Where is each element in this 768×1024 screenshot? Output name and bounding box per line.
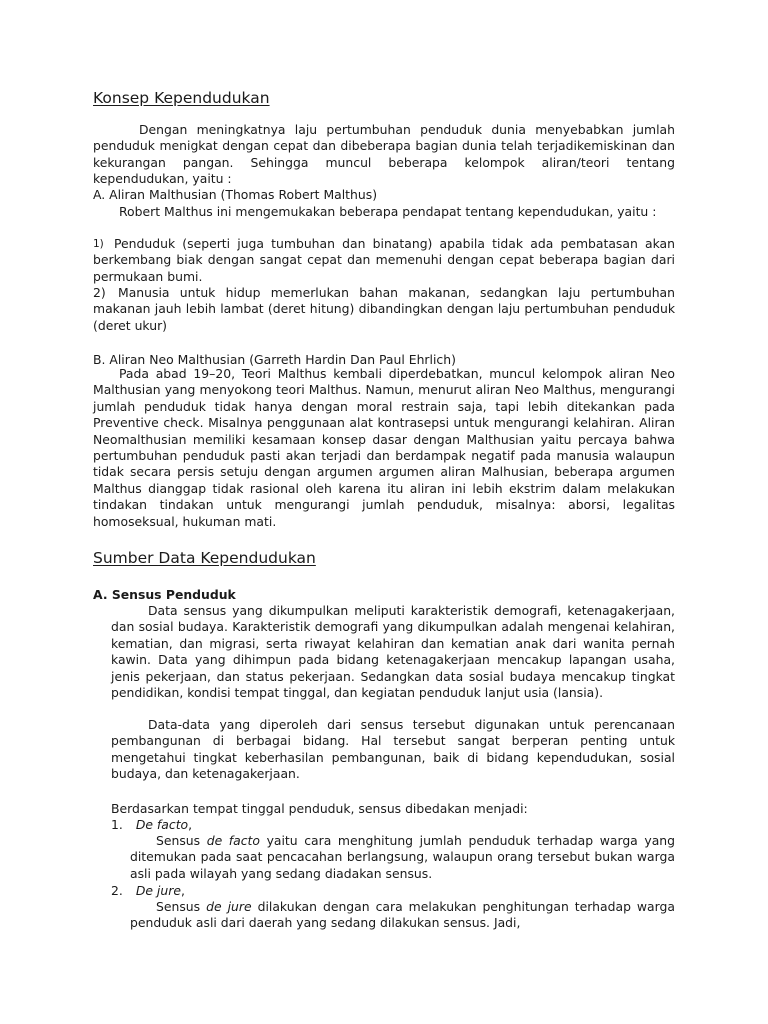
- text-post: dilakukan dengan cara melakukan penghitungan terhadap warga penduduk asli dari daerah yang sedang dilakukan sensus. Jadi,: [130, 899, 675, 931]
- sensus-paragraph-2: Data-data yang diperoleh dari sensus tersebut digunakan untuk perencanaan pembangunan di berbagai bidang. Hal tersebut sangat berperan penting untuk mengetahui tingkat keberhasilan pembangunan, baik di bidang kependudukan, sosial budaya, dan ketenagakerjaan.: [111, 717, 675, 782]
- de-jure-item: [111, 883, 185, 899]
- aliran-neo-malthusian-heading: B. Aliran Neo Malthusian (Garreth Hardin Dan Paul Ehrlich): [93, 352, 456, 367]
- term: de facto: [206, 833, 260, 848]
- neo-malthusian-paragraph: Pada abad 19–20, Teori Malthus kembali diperdebatkan, muncul kelompok aliran Neo Malthusian yang menyokong teori Malthus. Namun, menurut aliran Neo Malthus, mengurangi jumlah penduduk tidak hanya dengan moral restrain saja, tapi lebih ditekankan pada Preventive check. Misalnya penggunaan alat kontrasepsi untuk mengurangi kelahiran. Aliran Neomalthusian memiliki kesamaan konsep dasar dengan Malthusian yaitu percaya bahwa pertumbuhan penduduk pasti akan terjadi dan berdampak negatif pada manusia walaupun tidak secara persis setuju dengan argumen argumen aliran Malhusian, beberapa argumen Malthus dianggap tidak rasional oleh karena itu aliran ini lebih ekstrim dalam melakukan tindakan tindakan untuk mengurangi jumlah penduduk, misalnya: aborsi, legalitas homoseksual, hukuman mati.: [93, 366, 675, 529]
- list-number: 2.: [111, 883, 123, 898]
- sensus-paragraph-1: Data sensus yang dikumpulkan meliputi karakteristik demografi, ketenagakerjaan, dan sosial budaya. Karakteristik demografi yang dikumpulkan adalah mengenai kelahiran, kematian, dan migrasi, serta riwayat kelahiran dan kematian anak dari wanita pernah kawin. Data yang dihimpun pada bidang ketenagakerjaan mencakup lapangan usaha, jenis pekerjaan, dan status pekerjaan. Sedangkan data sosial budaya mencakup tingkat pendidikan, kondisi tempat tinggal, dan kegiatan penduduk lanjut usia (lansia).: [111, 603, 675, 701]
- term: de jure: [206, 899, 252, 914]
- sensus-types-intro: Berdasarkan tempat tinggal penduduk, sensus dibedakan menjadi:: [111, 801, 528, 816]
- section-title-konsep-kependudukan: Konsep Kependudukan: [93, 89, 270, 107]
- point-number: 2): [93, 285, 106, 300]
- de-facto-description: [130, 833, 675, 882]
- malthus-lead: Robert Malthus ini mengemukakan beberapa pendapat tentang kependudukan, yaitu :: [119, 204, 657, 219]
- sensus-penduduk-heading: A. Sensus Penduduk: [93, 587, 236, 602]
- point-number: 1): [93, 238, 104, 250]
- text-post: yaitu cara menghitung jumlah penduduk terhadap warga yang ditemukan pada saat pencacahan berlangsung, walaupun orang tersebut bukan warga asli pada wilayah yang sedang diadakan sensus.: [130, 833, 676, 881]
- aliran-malthusian-heading: A. Aliran Malthusian (Thomas Robert Malthus): [93, 187, 378, 202]
- point-text: Penduduk (seperti juga tumbuhan dan binatang) apabila tidak ada pembatasan akan berkembang biak dengan sangat cepat dan memenuhi dengan cepat beberapa bagian dari permukaan bumi.: [93, 236, 675, 284]
- de-jure-description: [130, 899, 675, 932]
- text-pre: Sensus: [156, 899, 207, 914]
- text-pre: Sensus: [156, 833, 207, 848]
- malthus-point-2: [93, 285, 675, 334]
- term: De jure: [135, 883, 181, 898]
- point-text: Manusia untuk hidup memerlukan bahan makanan, sedangkan laju pertumbuhan makanan jauh lebih lambat (deret hitung) dibandingkan dengan laju pertumbuhan penduduk (deret ukur): [93, 285, 675, 333]
- malthus-point-1: [93, 236, 675, 285]
- intro-paragraph: Dengan meningkatnya laju pertumbuhan penduduk dunia menyebabkan jumlah penduduk menigkat dengan cepat dan dibeberapa bagian dunia telah terjadikemiskinan dan kekurangan pangan. Sehingga muncul beberapa kelompok aliran/teori tentang kependudukan, yaitu :: [93, 122, 675, 187]
- section-title-sumber-data: Sumber Data Kependudukan: [93, 549, 316, 567]
- term-suffix: ,: [188, 817, 193, 832]
- term: De facto: [135, 817, 189, 832]
- term-suffix: ,: [180, 883, 185, 898]
- de-facto-item: [111, 817, 192, 833]
- list-number: 1.: [111, 817, 123, 832]
